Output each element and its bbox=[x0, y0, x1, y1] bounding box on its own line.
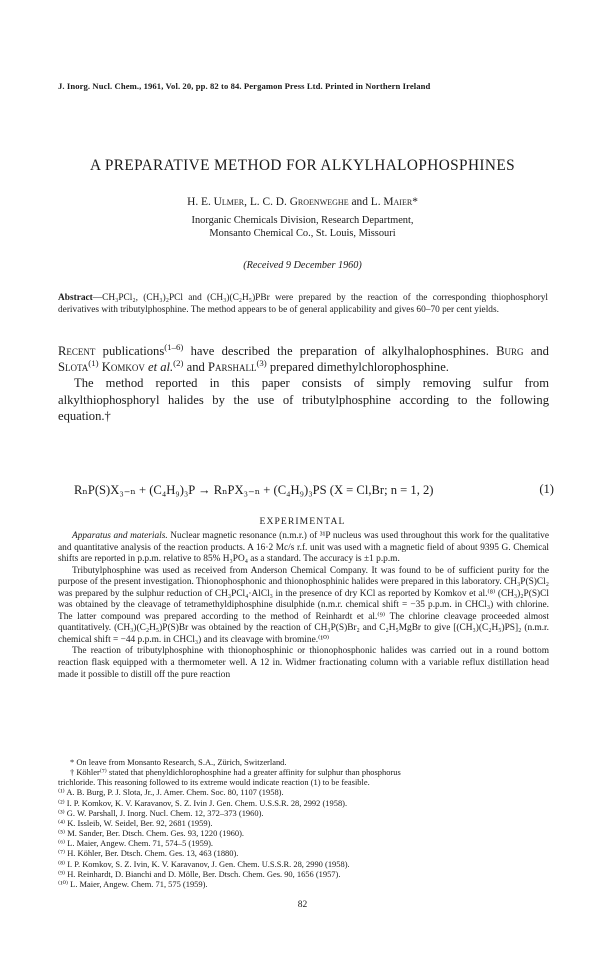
equation-number: (1) bbox=[539, 482, 554, 496]
footnotes bbox=[58, 757, 549, 889]
citation-ref: (1) bbox=[88, 358, 99, 369]
body-paragraph-3: The reaction of tributylphosphine with thionophosphinic or thionophosphonic halides was carried out in a round bottom reaction flask equipped with a thermometer well. A 12 in. Widmer fractionating column with a variable reflux distillation head made it possible to distill off the pure reaction bbox=[58, 646, 549, 680]
reference-9: ⁽⁹⁾ H. Reinhardt, D. Bianchi and D. Mölle, Ber. Dtsch. Chem. Ges. 90, 1656 (1957). bbox=[58, 868, 341, 879]
author-3-initials: and L. bbox=[348, 196, 384, 208]
abstract-text: —CH₃PCl₂, (CH₃)₂PCl and (CH₃)(C₂H₅)PBr were prepared by the reaction of the corresponding thiophosphoryl derivatives with tributylphosphine. The method appears to be of general applicability and gives 60–70 per cent yields. bbox=[58, 293, 548, 316]
experimental-body bbox=[58, 531, 549, 681]
author-name: Parshall bbox=[207, 360, 257, 375]
received-date: (Received 9 December 1960) bbox=[243, 260, 362, 271]
intro-text: publications bbox=[95, 344, 165, 358]
abstract-label: Abstract bbox=[58, 293, 93, 303]
reference-3: ⁽³⁾ G. W. Parshall, J. Inorg. Nucl. Chem. 12, 372–373 (1960). bbox=[58, 807, 264, 818]
intro-text: prepared dimethylchlorophosphine. bbox=[266, 360, 449, 375]
footnote-star: * On leave from Monsanto Research, S.A., Zürich, Switzerland. bbox=[70, 757, 287, 767]
citation-ref: (3) bbox=[256, 358, 267, 369]
citation-ref: (2) bbox=[173, 358, 184, 369]
reference-8: ⁽⁸⁾ I. P. Komkov, S. Z. Ivin, K. V. Karavanov, J. Gen. Chem. U.S.S.R. 28, 2990 (1958). bbox=[58, 858, 350, 869]
affiliation bbox=[0, 214, 605, 240]
reference-10: ⁽¹⁰⁾ L. Maier, Angew. Chem. 71, 575 (1959). bbox=[58, 878, 208, 889]
author-3-surname: Maier bbox=[383, 196, 413, 208]
intro-text: and bbox=[523, 344, 549, 358]
author-1-surname: Ulmer bbox=[213, 196, 245, 208]
abstract bbox=[58, 292, 548, 316]
intro-word: Recent bbox=[58, 344, 96, 358]
reference-6: ⁽⁶⁾ L. Maier, Angew. Chem. 71, 574–5 (1959). bbox=[58, 838, 214, 849]
author-2-initials: , L. C. D. bbox=[244, 196, 290, 208]
author-line bbox=[0, 196, 605, 208]
author-2-surname: Groenweghe bbox=[289, 196, 349, 208]
author-name: Komkov bbox=[101, 360, 145, 375]
article-title: A PREPARATIVE METHOD FOR ALKYLHALOPHOSPHINES bbox=[90, 157, 515, 174]
page-number: 82 bbox=[297, 900, 308, 910]
intro-text: and bbox=[183, 360, 208, 375]
author-name: Burg bbox=[496, 344, 524, 358]
reference-1: ⁽¹⁾ A. B. Burg, P. J. Slota, Jr., J. Amer. Chem. Soc. 80, 1107 (1958). bbox=[58, 787, 284, 798]
author-1-initials: H. E. bbox=[187, 196, 214, 208]
body-paragraph-2: Tributylphosphine was used as received from Anderson Chemical Company. It was found to be of sufficient purity for the purpose of the present investigation. Thionophosphonic and thionophosphinic halides were prepared in this laboratory. CH₃P(S)Cl₂ was prepared by the sulphur reduction of CH₃PCl₄·AlCl₃ in the presence of dry KCl as reported by Komkov et al.⁽⁸⁾ (CH₃)₂P(S)Cl was obtained by the cleavage of tetramethyldiphosphine disulphide (n.m.r. chemical shift = −35 p.p.m. in CHCl₃) with chlorine. The latter compound was prepared according to the method of Reinhardt et al.⁽⁹⁾ The chlorine cleavage proceeded almost quantitatively. (CH₃)(C₂H₅)P(S)Br was obtained by the reaction of CH₃P(S)Br₂ and C₂H₅MgBr to give [(CH₃)(C₂H₅)PS]₂ (n.m.r. chemical shift = −44 p.p.m. in CHCl₃) and its cleavage with bromine.⁽¹⁰⁾ bbox=[58, 565, 549, 645]
footnote-dagger: † Köhler⁽⁷⁾ stated that phenyldichlorophosphine had a greater affinity for sulphur than phosphorus bbox=[70, 767, 401, 778]
footnote-dagger-cont: trichloride. This reasoning followed to its extreme would indicate reaction (1) to be feasible. bbox=[58, 777, 370, 788]
reference-5: ⁽⁵⁾ M. Sander, Ber. Dtsch. Chem. Ges. 93, 1220 (1960). bbox=[58, 828, 245, 839]
intro-text: et al. bbox=[144, 360, 174, 375]
affiliation-line-2: Monsanto Chemical Co., St. Louis, Missouri bbox=[209, 228, 396, 239]
reference-4: ⁽⁴⁾ K. Issleib, W. Seidel, Ber. 92, 2681 (1959). bbox=[58, 817, 213, 828]
intro-text: have described the preparation of alkylhalophosphines. bbox=[183, 344, 497, 358]
author-footnote-mark: * bbox=[412, 196, 418, 208]
body-paragraph-1 bbox=[58, 531, 549, 566]
journal-header: J. Inorg. Nucl. Chem., 1961, Vol. 20, pp. 82 to 84. Pergamon Press Ltd. Printed in Northern Ireland bbox=[58, 81, 431, 91]
section-heading: EXPERIMENTAL bbox=[259, 516, 346, 527]
paragraph-text: Nuclear magnetic resonance (n.m.r.) of ³¹P nucleus was used throughout this work for the qualitative and quantitative analysis of the reaction products. A 16·2 Mc/s r.f. unit was used with a magnetic field of about 9395 G. Chemical shifts are reported in p.p.m. relative to 85% H₃PO₄ as a standard. The accuracy is ±1 p.p.m. bbox=[58, 531, 549, 565]
affiliation-line-1: Inorganic Chemicals Division, Research Department, bbox=[191, 215, 414, 226]
equation-body: RₙP(S)X₃₋ₙ + (C₄H₉)₃P → RₙPX₃₋ₙ + (C₄H₉)₃PS (X = Cl,Br; n = 1, 2) bbox=[74, 483, 434, 497]
author-name: Slota bbox=[58, 360, 89, 375]
intro-paragraph-2: The method reported in this paper consists of simply removing sulfur from alkylthiophosphoryl halides by the use of tributylphosphine according to the following equation.† bbox=[58, 376, 549, 423]
reference-2: ⁽²⁾ I. P. Komkov, K. V. Karavanov, S. Z. Ivin J. Gen. Chem. U.S.S.R. 28, 2992 (1958). bbox=[58, 797, 348, 808]
paragraph-lead: Apparatus and materials. bbox=[72, 531, 168, 541]
reference-7: ⁽⁷⁾ H. Köhler, Ber. Dtsch. Chem. Ges. 13, 463 (1880). bbox=[58, 848, 239, 859]
introduction bbox=[58, 343, 549, 424]
intro-paragraph-1 bbox=[58, 343, 549, 375]
citation-ref: (1–6) bbox=[164, 341, 184, 352]
equation-1 bbox=[74, 482, 554, 498]
